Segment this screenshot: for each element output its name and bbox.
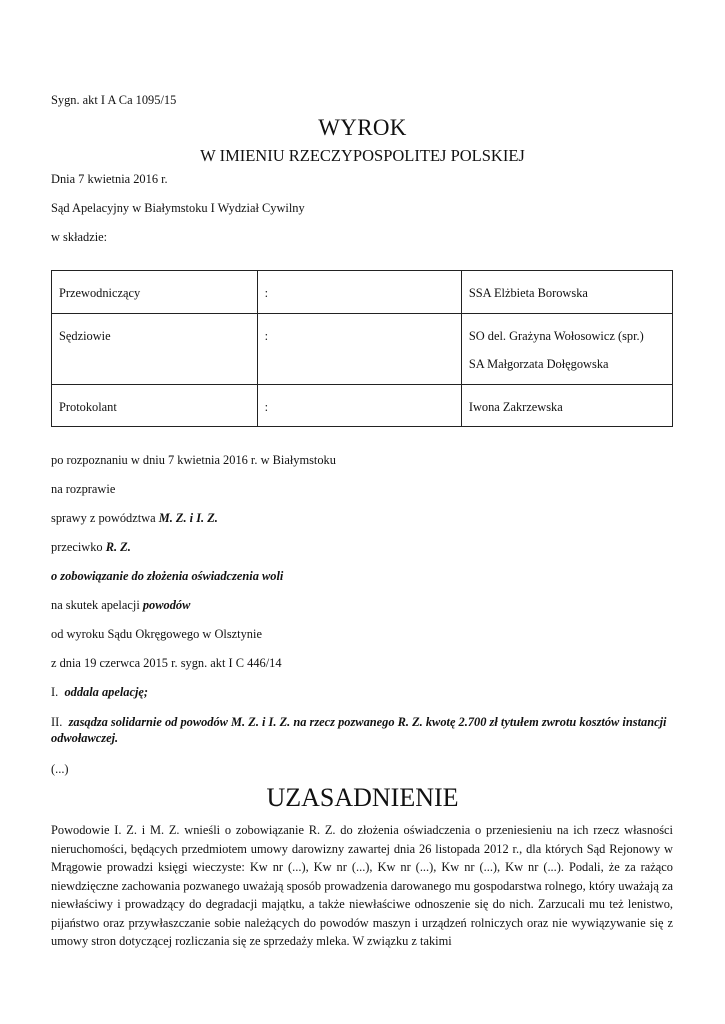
- case-subject: o zobowiązanie do złożenia oświadczenia woli: [51, 569, 284, 583]
- case-signature: Sygn. akt I A Ca 1095/15: [51, 93, 177, 107]
- trial-line: na rozprawie: [51, 482, 116, 496]
- plaintiffs: M. Z. i I. Z.: [158, 511, 218, 525]
- table-row: [52, 314, 673, 385]
- name-cell: SO del. Grażyna Wołosowicz (spr.): [468, 329, 644, 343]
- against-line: [51, 540, 131, 555]
- against-prefix: przeciwko: [51, 540, 106, 554]
- appeal-line: [51, 598, 190, 613]
- separator-cell: :: [264, 286, 269, 300]
- ruling-point-1: [51, 685, 148, 700]
- point-number: II.: [51, 715, 63, 729]
- table-row: [52, 271, 673, 314]
- point-text: zasądza solidarnie od powodów M. Z. i I. Z. na rzecz pozwanego R. Z. kwotę 2.700 zł tytułem zwrotu kosztów instancji odwoławczej.: [51, 715, 667, 745]
- court-composition-table: [51, 270, 673, 427]
- name-cell: SA Małgorzata Dołęgowska: [468, 357, 609, 371]
- court-name: Sąd Apelacyjny w Białymstoku I Wydział Cywilny: [51, 201, 305, 215]
- ruling-point-2: [51, 714, 673, 746]
- appeal-prefix: na skutek apelacji: [51, 598, 143, 612]
- justification-heading: UZASADNIENIE: [266, 783, 459, 812]
- case-line: [51, 511, 218, 526]
- point-text: oddala apelację;: [64, 685, 149, 699]
- role-cell: Protokolant: [59, 400, 117, 414]
- document-title: WYROK: [318, 115, 407, 140]
- justification-paragraph: Powodowie I. Z. i M. Z. wnieśli o zobowiązanie R. Z. do złożenia oświadczenia o przeniesieniu na ich rzecz własności nieruchomości, będących przedmiotem umowy darowizny zawartej dnia 26 listopada 2012 r., dla których Sąd Rejonowy w Mrągowie prowadzi księgi wieczyste: Kw nr (...), Kw nr (...), Kw nr (...), Kw nr (...), Kw nr (...). Podali, że za rażąco niewdzięczne zachowania pozwanego uważają sposób prowadzenia darowanego mu gospodarstwa rolnego, który uważają za niewłaściwy i prowadzący do degradacji majątku, a także niewłaściwe odnoszenie się do nich. Zarzucali mu też lenistwo, pijaństwo oraz przywłaszczanie sobie należących do powodów maszyn i urządzeń rolniczych oraz nie wywiązywanie się z umowy stron dotyczącej rozliczania się ze sprzedaży mleka. W związku z takimi: [51, 823, 673, 948]
- composition-label: w składzie:: [51, 230, 108, 244]
- defendant: R. Z.: [105, 540, 131, 554]
- name-cell: SSA Elżbieta Borowska: [468, 286, 588, 300]
- role-cell: Sędziowie: [59, 329, 111, 343]
- document-subtitle: W IMIENIU RZECZYPOSPOLITEJ POLSKIEJ: [200, 146, 525, 165]
- appellants: powodów: [142, 598, 191, 612]
- separator-cell: :: [264, 400, 269, 414]
- lower-judgment-date: z dnia 19 czerwca 2015 r. sygn. akt I C 446/14: [51, 656, 282, 670]
- separator-cell: :: [264, 329, 269, 343]
- judgment-date: Dnia 7 kwietnia 2016 r.: [51, 172, 168, 186]
- ellipsis: (...): [51, 762, 69, 776]
- hearing-line: po rozpoznaniu w dniu 7 kwietnia 2016 r. w Białymstoku: [51, 453, 336, 467]
- lower-court-line: od wyroku Sądu Okręgowego w Olsztynie: [51, 627, 262, 641]
- name-cell: Iwona Zakrzewska: [468, 400, 563, 414]
- table-row: [52, 385, 673, 427]
- role-cell: Przewodniczący: [59, 286, 141, 300]
- point-number: I.: [51, 685, 59, 699]
- case-prefix: sprawy z powództwa: [51, 511, 159, 525]
